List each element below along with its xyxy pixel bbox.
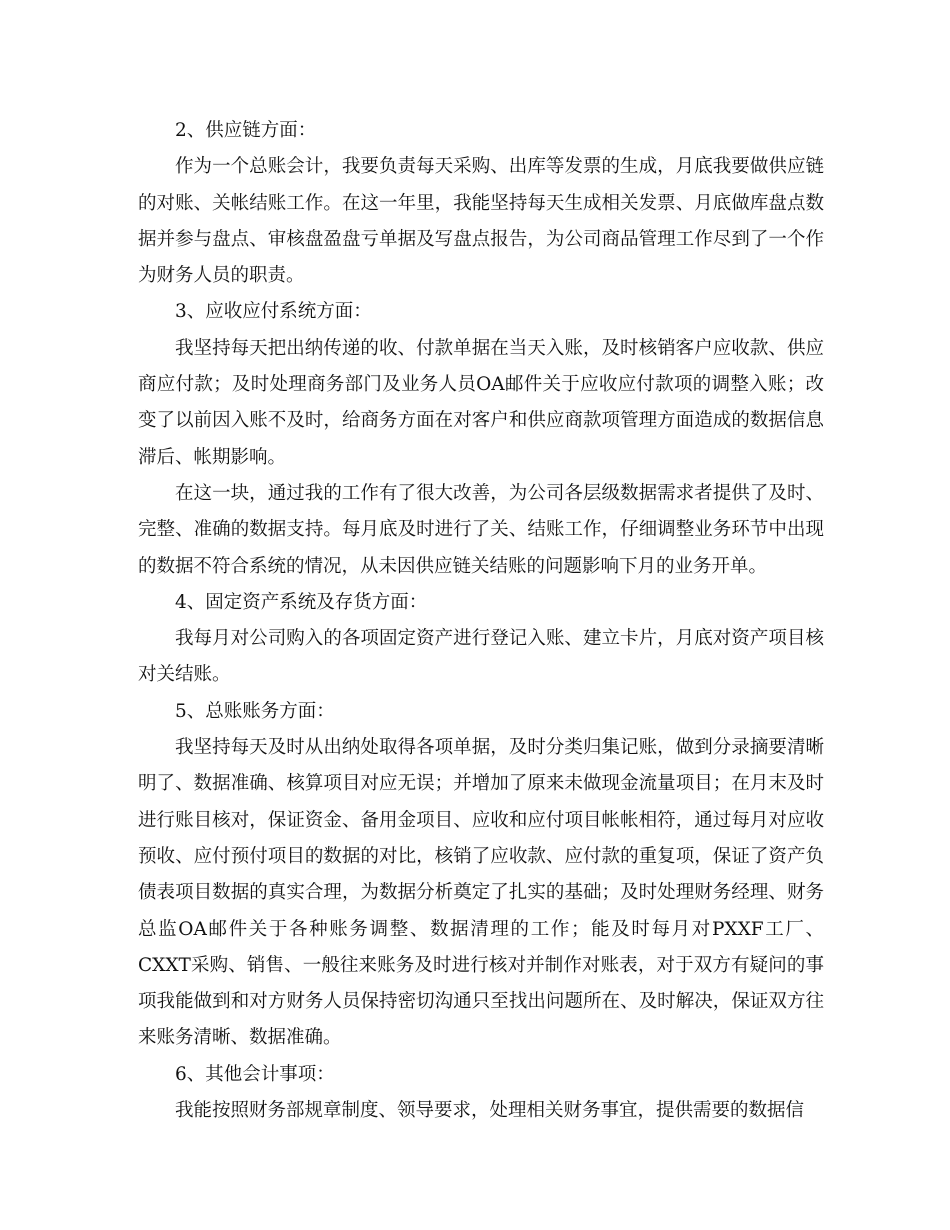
paragraph-general-ledger: 我坚持每天及时从出纳处取得各项单据，及时分类归集记账，做到分录摘要清晰明了、数据准确、核算项目对应无误；并增加了原来未做现金流量项目；在月末及时进行账目核对，保证资金、备用金项目、应收和应付项目帐帐相符，通过每月对应收预收、应付预付项目的数据的对比，核销了应收款、应付款的重复项，保证了资产负债表项目数据的真实合理，为数据分析奠定了扎实的基础；及时处理财务经理、财务总监OA邮件关于各种账务调整、数据清理的工作；能及时每月对PXXF工厂、CXXT采购、销售、一般往来账务及时进行核对并制作对账表，对于双方有疑问的事项我能做到和对方财务人员保持密切沟通只至找出问题所在、及时解决，保证双方往来账务清晰、数据准确。 <box>138 737 824 1049</box>
section-heading-supply-chain: 2、供应链方面： <box>175 120 317 141</box>
paragraph-improvement: 在这一块，通过我的工作有了很大改善，为公司各层级数据需求者提供了及时、完整、准确的数据支持。每月底及时进行了关、结账工作，仔细调整业务环节中出现的数据不符合系统的情况，从未因供应链关结账的问题影响下月的业务开单。 <box>138 482 824 577</box>
section-heading-general-ledger: 5、总账账务方面： <box>175 700 335 722</box>
paragraph-receivables-payables: 我坚持每天把出纳传递的收、付款单据在当天入账，及时核销客户应收款、供应商应付款；及时处理商务部门及业务人员OA邮件关于应收应付款项的调整入账；改变了以前因入账不及时，给商务方面在对客户和供应商款项管理方面造成的数据信息滞后、帐期影响。 <box>138 337 824 468</box>
document-body <box>138 113 824 1129</box>
section-heading-other-matters: 6、其他会计事项： <box>175 1063 335 1085</box>
paragraph-other-matters: 我能按照财务部规章制度、领导要求，处理相关财务事宜，提供需要的数据信 <box>175 1100 805 1122</box>
section-heading-receivables-payables: 3、应收应付系统方面： <box>175 301 372 323</box>
paragraph-supply-chain: 作为一个总账会计，我要负责每天采购、出库等发票的生成，月底我要做供应链的对账、关帐结账工作。在这一年里，我能坚持每天生成相关发票、月底做库盘点数据并参与盘点、审核盘盈盘亏单据及写盘点报告，为公司商品管理工作尽到了一个作为财务人员的职责。 <box>138 156 824 287</box>
section-heading-fixed-assets: 4、固定资产系统及存货方面： <box>175 591 428 613</box>
paragraph-fixed-assets: 我每月对公司购入的各项固定资产进行登记入账、建立卡片，月底对资产项目核对关结账。 <box>138 628 824 686</box>
